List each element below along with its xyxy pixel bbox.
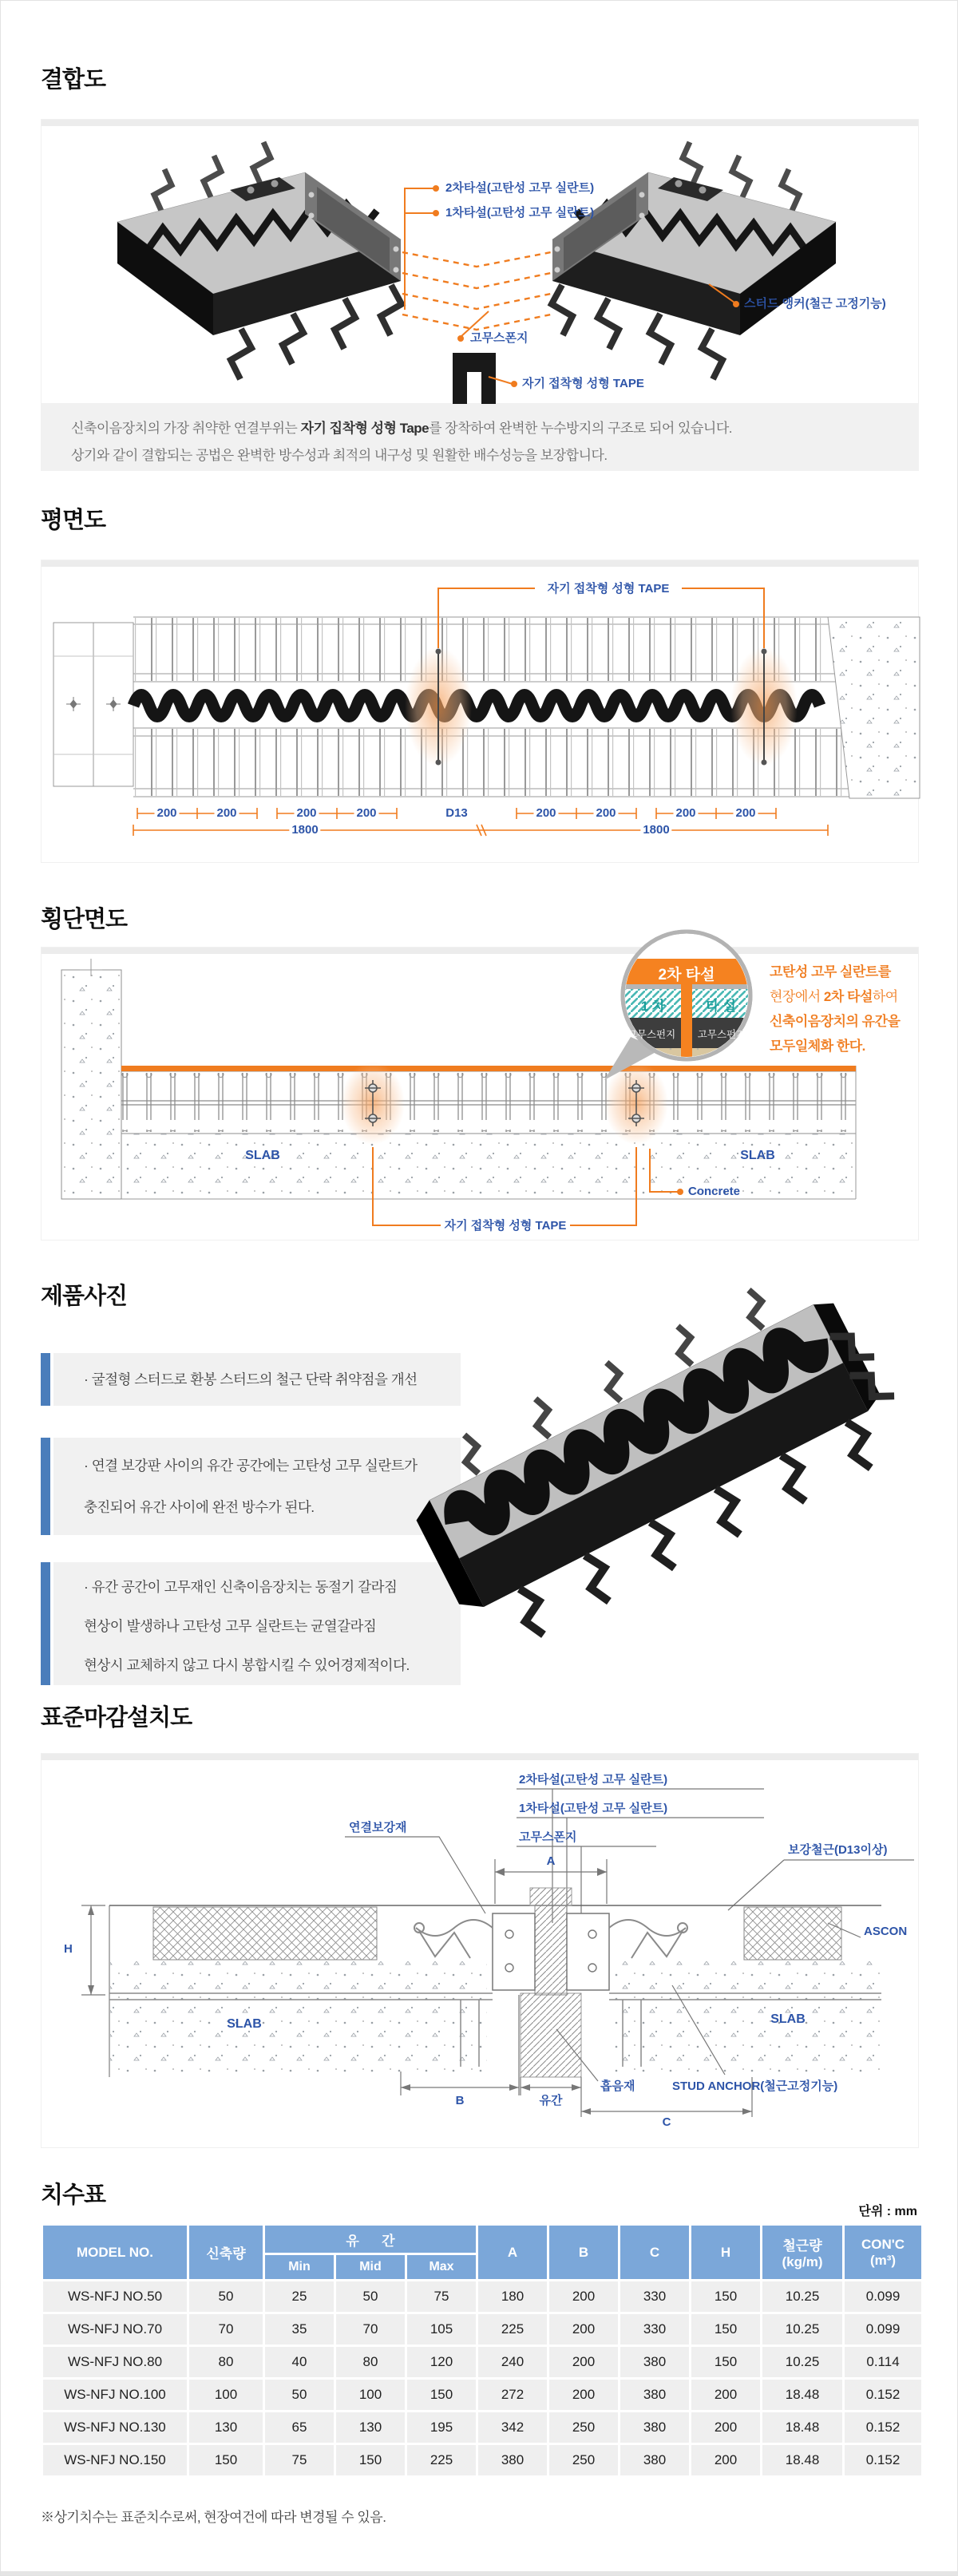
product-bullet-2 (53, 1438, 461, 1535)
install-dim-gap: 유간 (539, 2094, 563, 2107)
bullet3-line3: 현상시 교체하지 않고 다시 봉합시킬 수 있어경제적이다. (84, 1657, 410, 1673)
value-cell: 50 (336, 2281, 405, 2312)
value-cell: 330 (620, 2281, 689, 2312)
install-slab-left: SLAB (227, 2017, 262, 2031)
install-dim-h: H (64, 1942, 73, 1956)
install-label-stud-anchor: STUD ANCHOR(철근고정기능) (672, 2079, 838, 2093)
plan-tape-label: 자기 접착형 성형 TAPE (547, 582, 670, 596)
plan-dim-d13: D13 (443, 807, 470, 820)
cross-note-line2 (770, 985, 898, 1005)
col-header-h: H (691, 2226, 760, 2279)
rebar-line2: (kg/m) (782, 2254, 823, 2269)
plan-dim-1800-right: 1800 (640, 824, 671, 837)
cross-note2-bold: 2차 타설 (823, 989, 873, 1004)
callout-rubber-sponge: 고무스폰지 (470, 331, 528, 345)
value-cell: 70 (336, 2314, 405, 2345)
table-row (43, 2412, 921, 2443)
value-cell: 18.48 (762, 2380, 842, 2410)
install-drawing (42, 1754, 920, 2133)
value-cell: 100 (336, 2380, 405, 2410)
install-dim-c: C (662, 2115, 671, 2129)
value-cell: 10.25 (762, 2314, 842, 2345)
value-cell: 200 (691, 2445, 760, 2475)
value-cell: 225 (407, 2445, 476, 2475)
value-cell: 200 (549, 2347, 618, 2377)
plan-dim-200: 200 (533, 807, 558, 820)
model-cell: WS-NFJ NO.50 (43, 2281, 187, 2312)
col-header-rebar (762, 2226, 842, 2279)
value-cell: 380 (620, 2445, 689, 2475)
value-cell: 0.099 (845, 2314, 921, 2345)
value-cell: 50 (189, 2281, 263, 2312)
install-label-absorber: 흡음재 (600, 2079, 635, 2093)
plan-dim-200: 200 (593, 807, 618, 820)
value-cell: 380 (620, 2380, 689, 2410)
value-cell: 65 (265, 2412, 334, 2443)
col-header-max: Max (407, 2255, 476, 2279)
desc1-post: 를 장착하여 완벽한 누수방지의 구조로 되어 있습니다. (429, 421, 732, 436)
bullet-bar-1 (41, 1353, 50, 1406)
col-header-c: C (620, 2226, 689, 2279)
detail-badge-secondary-pour: 2차 타설 (658, 967, 715, 983)
col-header-a: A (478, 2226, 547, 2279)
plan-dim-200: 200 (154, 807, 179, 820)
value-cell: 120 (407, 2347, 476, 2377)
value-cell: 25 (265, 2281, 334, 2312)
value-cell: 240 (478, 2347, 547, 2377)
table-row (43, 2380, 921, 2410)
tape-piece (453, 353, 496, 409)
plan-dim-200: 200 (673, 807, 698, 820)
install-dim-a: A (546, 1854, 556, 1868)
install-panel (41, 1753, 919, 2148)
value-cell: 0.152 (845, 2445, 921, 2475)
value-cell: 200 (691, 2380, 760, 2410)
value-cell: 250 (549, 2412, 618, 2443)
bullet1-line1: · 굴절형 스터드로 환봉 스터드의 철근 단락 취약점을 개선 (84, 1371, 418, 1387)
value-cell: 40 (265, 2347, 334, 2377)
value-cell: 150 (691, 2314, 760, 2345)
table-footnote: ※상기치수는 표준치수로써, 현장여건에 따라 변경될 수 있음. (41, 2510, 386, 2525)
cross-note-line4: 모두일체화 한다. (770, 1039, 865, 1054)
assembly-illustration (42, 120, 920, 405)
model-cell: WS-NFJ NO.80 (43, 2347, 187, 2377)
value-cell: 150 (691, 2281, 760, 2312)
assembly-description (41, 404, 919, 471)
value-cell: 130 (189, 2412, 263, 2443)
install-label-primary: 1차타설(고탄성 고무 실란트) (519, 1802, 668, 1815)
plan-dim-200: 200 (733, 807, 758, 820)
rebar-line1: 철근량 (782, 2238, 822, 2254)
slab-label-left: SLAB (245, 1149, 280, 1162)
value-cell: 150 (407, 2380, 476, 2410)
detail-badge-sponge-right: 고무스펀지 (697, 1029, 746, 1040)
bullet3-line2: 현상이 발생하나 고탄성 고무 실란트는 균열갈라짐 (84, 1618, 377, 1634)
value-cell: 342 (478, 2412, 547, 2443)
conc-line1: CON'C (861, 2236, 905, 2252)
desc1-pre: 신축이음장치의 가장 취약한 연결부위는 (71, 421, 301, 436)
value-cell: 0.114 (845, 2347, 921, 2377)
col-header-min: Min (265, 2255, 334, 2279)
value-cell: 200 (691, 2412, 760, 2443)
section-title-plan: 평면도 (41, 508, 106, 533)
page-bottom-strip (1, 2571, 957, 2576)
value-cell: 150 (336, 2445, 405, 2475)
value-cell: 50 (265, 2380, 334, 2410)
value-cell: 10.25 (762, 2281, 842, 2312)
value-cell: 200 (549, 2314, 618, 2345)
col-header-gap: 유 간 (265, 2226, 476, 2253)
cross-section-panel (41, 947, 919, 1241)
value-cell: 250 (549, 2445, 618, 2475)
install-dim-b: B (455, 2094, 465, 2107)
value-cell: 35 (265, 2314, 334, 2345)
value-cell: 0.099 (845, 2281, 921, 2312)
col-header-conc (845, 2226, 921, 2279)
unit-label: 단위 : mm (858, 2205, 917, 2218)
value-cell: 18.48 (762, 2445, 842, 2475)
plan-dim-200: 200 (214, 807, 239, 820)
conc-line2: (m³) (869, 2252, 897, 2268)
description-line-1 (71, 417, 732, 437)
plan-panel (41, 560, 919, 863)
product-bullet-1 (53, 1353, 461, 1406)
table-row (43, 2445, 921, 2475)
value-cell: 70 (189, 2314, 263, 2345)
cross-note2-pre: 현장에서 (770, 989, 824, 1004)
detail-badge-first: 1 차 (640, 999, 666, 1014)
col-header-mid: Mid (336, 2255, 405, 2279)
detail-badge-sponge-left: 고무스펀지 (627, 1029, 676, 1040)
value-cell: 180 (478, 2281, 547, 2312)
col-header-b: B (549, 2226, 618, 2279)
value-cell: 330 (620, 2314, 689, 2345)
value-cell: 380 (478, 2445, 547, 2475)
product-photo (460, 1343, 951, 1679)
section-title-product: 제품사진 (41, 1284, 128, 1309)
value-cell: 10.25 (762, 2347, 842, 2377)
section-title-table: 치수표 (41, 2182, 106, 2208)
section-title-install: 표준마감설치도 (41, 1705, 192, 1731)
install-slab-right: SLAB (770, 2012, 806, 2026)
concrete-label: Concrete (688, 1185, 741, 1198)
value-cell: 272 (478, 2380, 547, 2410)
install-label-reinforce: 연결보강재 (349, 1821, 407, 1834)
description-line-2: 상기와 같이 결합되는 공법은 완벽한 방수성과 최적의 내구성 및 원활한 배수성능을 보장합니다. (71, 448, 608, 463)
model-cell: WS-NFJ NO.100 (43, 2380, 187, 2410)
plan-dim-1800-left: 1800 (289, 824, 320, 837)
value-cell: 225 (478, 2314, 547, 2345)
cross-note2-post: 하여 (872, 989, 898, 1004)
assembly-panel (41, 119, 919, 404)
value-cell: 200 (549, 2380, 618, 2410)
value-cell: 380 (620, 2347, 689, 2377)
slab-label-right: SLAB (740, 1149, 775, 1162)
value-cell: 80 (336, 2347, 405, 2377)
detail-badge-pour: 타 설 (706, 999, 736, 1014)
model-cell: WS-NFJ NO.130 (43, 2412, 187, 2443)
install-label-secondary: 2차타설(고탄성 고무 실란트) (519, 1773, 668, 1787)
section-title-assembly: 결합도 (41, 67, 106, 93)
cross-note-line3: 신축이음장치의 유간을 (770, 1014, 901, 1029)
value-cell: 105 (407, 2314, 476, 2345)
section-title-cross-section: 횡단면도 (41, 907, 128, 932)
model-cell: WS-NFJ NO.150 (43, 2445, 187, 2475)
cross-tape-label: 자기 접착형 성형 TAPE (444, 1219, 567, 1233)
value-cell: 75 (407, 2281, 476, 2312)
callout-secondary-pour: 2차타설(고탄성 고무 실란트) (445, 181, 595, 195)
value-cell: 130 (336, 2412, 405, 2443)
plan-dim-200: 200 (294, 807, 319, 820)
value-cell: 150 (189, 2445, 263, 2475)
value-cell: 150 (691, 2347, 760, 2377)
value-cell: 195 (407, 2412, 476, 2443)
callout-primary-pour: 1차타설(고탄성 고무 실란트) (445, 206, 595, 220)
value-cell: 0.152 (845, 2380, 921, 2410)
value-cell: 75 (265, 2445, 334, 2475)
bullet-bar-3 (41, 1562, 50, 1685)
callout-adhesive-tape: 자기 접착형 성형 TAPE (522, 377, 644, 390)
table-row (43, 2314, 921, 2345)
col-header-model: MODEL NO. (43, 2226, 187, 2279)
value-cell: 18.48 (762, 2412, 842, 2443)
cross-note-line1: 고탄성 고무 실란트를 (770, 964, 891, 979)
value-cell: 0.152 (845, 2412, 921, 2443)
install-label-ascon: ASCON (864, 1925, 908, 1938)
plan-dim-200: 200 (354, 807, 378, 820)
product-bullet-3 (53, 1562, 461, 1685)
value-cell: 380 (620, 2412, 689, 2443)
col-header-expansion: 신축량 (189, 2226, 263, 2279)
model-cell: WS-NFJ NO.70 (43, 2314, 187, 2345)
dimension-table (41, 2223, 924, 2478)
bullet-bar-2 (41, 1438, 50, 1535)
value-cell: 200 (549, 2281, 618, 2312)
bullet2-line2: 충진되어 유간 사이에 완전 방수가 된다. (84, 1499, 315, 1515)
table-row (43, 2347, 921, 2377)
callout-stud-anchor: 스터드 앵커(철근 고정기능) (744, 297, 886, 311)
bullet3-line1: · 유간 공간이 고무재인 신축이음장치는 동절기 갈라짐 (84, 1579, 398, 1595)
value-cell: 100 (189, 2380, 263, 2410)
bullet2-line1: · 연결 보강판 사이의 유간 공간에는 고탄성 고무 실란트가 (84, 1458, 418, 1474)
value-cell: 80 (189, 2347, 263, 2377)
install-label-sponge: 고무스폰지 (519, 1830, 577, 1844)
install-label-rebar: 보강철근(D13이상) (788, 1843, 888, 1857)
desc1-bold: 자기 집착형 성형 Tape (300, 421, 430, 436)
table-row (43, 2281, 921, 2312)
